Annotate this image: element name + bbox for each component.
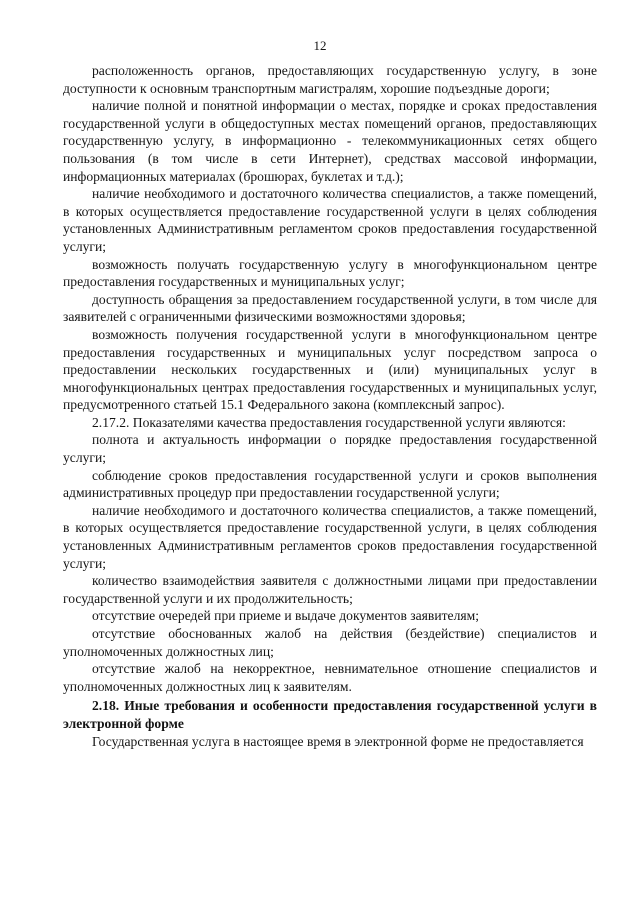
paragraph: Государственная услуга в настоящее время в электронной форме не предоставляется xyxy=(92,733,584,749)
paragraph: наличие полной и понятной информации о местах, порядке и сроках предоставления государственной услуги в общедоступных местах помещений органов, предоставляющих государственную услугу, в информационно - телекоммуникационных сетях общего пользования (в том числе в сети Интернет), средствах массовой информации, информационных материалах (брошюрах, буклетах и т.д.); xyxy=(63,98,597,184)
section-heading: 2.18. Иные требования и особенности предоставления государственной услуги в электронной форме xyxy=(63,698,597,731)
paragraph: возможность получения государственной услуги в многофункциональном центре предоставления государственных и муниципальных услуг посредством запроса о предоставлении нескольких государственных и (или) муниципальных услуг в многофункциональных центрах предоставления государственных и муниципальных услуг, предусмотренного статьей 15.1 Федерального закона (комплексный запрос). xyxy=(63,326,597,413)
paragraph: доступность обращения за предоставлением государственной услуги, в том числе для заявителей с ограниченными физическими возможностями здоровья; xyxy=(63,291,597,325)
paragraph: соблюдение сроков предоставления государственной услуги и сроков выполнения административных процедур при предоставлении государственной услуги; xyxy=(63,467,597,501)
paragraph: наличие необходимого и достаточного количества специалистов, а также помещений, в которых осуществляется предоставление государственной услуги, в целях соблюдения установленных Административным регламентов сроков предоставления государственной услуги; xyxy=(63,502,597,571)
document-body xyxy=(63,62,597,750)
paragraph: отсутствие жалоб на некорректное, невнимательное отношение специалистов и уполномоченных должностных лиц к заявителям. xyxy=(63,661,597,694)
paragraph: полнота и актуальность информации о порядке предоставления государственной услуги; xyxy=(63,432,597,466)
paragraph: расположенность органов, предоставляющих государственную услугу, в зоне доступности к основным транспортным магистралям, хорошие подъездные дороги; xyxy=(63,63,597,96)
paragraph: количество взаимодействия заявителя с должностными лицами при предоставлении государственной услуги и их продолжительность; xyxy=(63,573,597,606)
paragraph: отсутствие обоснованных жалоб на действия (бездействие) специалистов и уполномоченных должностных лиц; xyxy=(63,626,597,659)
paragraph: наличие необходимого и достаточного количества специалистов, а также помещений, в которых осуществляется предоставление государственной услуги в целях соблюдения установленных Административным регламентом сроков предоставления государственной услуги; xyxy=(63,186,597,254)
page-number: 12 xyxy=(313,38,327,53)
paragraph: возможность получать государственную услугу в многофункциональном центре предоставления государственных и муниципальных услуг; xyxy=(63,256,597,290)
paragraph: отсутствие очередей при приеме и выдаче документов заявителям; xyxy=(92,608,479,624)
paragraph: 2.17.2. Показателями качества предоставления государственной услуги являются: xyxy=(92,414,566,430)
